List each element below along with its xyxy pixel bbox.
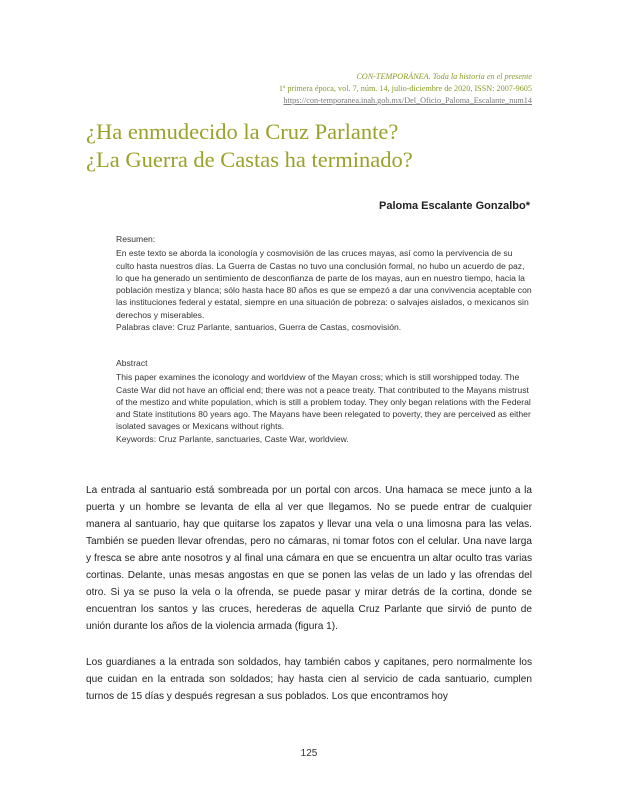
article-title	[86, 118, 546, 174]
body-paragraph-1: La entrada al santuario está sombreada por un portal con arcos. Una hamaca se mece junto a la puerta y un hombre se levanta de ella al ver que llegamos. No se puede entrar de cualquier manera al santuario, hay que quitarse los zapatos y llevar una vela o una limosna para las velas. También se pueden llevar ofrendas, pero no cámaras, ni tomar fotos con el celular. Una nave larga y fresca se abre ante nosotros y al final una cámara en que se encuentra un altar oculto tras varias cortinas. Delante, unas mesas angostas en que se ponen las velas de un lado y las ofrendas del otro. Si ya se puso la vela o la ofrenda, se puede pasar y mirar detrás de la cortina, donde se encuentran los santos y las cruces, herederas de aquella Cruz Parlante que sirvió de punto de unión durante los años de la violencia armada (figura 1).	[86, 485, 532, 632]
page-number: 125	[300, 748, 318, 759]
journal-issue: 1ª primera época, vol. 7, núm. 14, julio-diciembre de 2020, ISSN: 2007-9605	[278, 84, 532, 93]
abstract-section	[116, 357, 532, 445]
journal-header	[279, 71, 532, 107]
article-url-link[interactable]: https://con-temporanea.inah.gob.mx/Del_Oficio_Paloma_Escalante_num14	[283, 96, 532, 105]
resumen-heading: Resumen:	[116, 234, 156, 244]
resumen-section	[116, 233, 532, 333]
abstract-text: This paper examines the iconology and worldview of the Mayan cross; which is still worshipped today. The Caste War did not have an official end; there was not a peace treaty. That contributed to the Mayans mistrust of the mestizo and white population, which is still a problem today. They only began relations with the Federal and State institutions 80 years ago. The Mayans have been relegated to poverty, they are perceived as either isolated savages or Mexicans without rights.	[116, 372, 531, 432]
resumen-keywords: Palabras clave: Cruz Parlante, santuarios, Guerra de Castas, cosmovisión.	[116, 322, 402, 333]
title-line-2: ¿La Guerra de Castas ha terminado?	[86, 147, 413, 172]
title-line-1: ¿Ha enmudecido la Cruz Parlante?	[86, 119, 399, 144]
author-name: Paloma Escalante Gonzalbo*	[379, 200, 530, 212]
abstract-keywords: Keywords: Cruz Parlante, sanctuaries, Caste War, worldview.	[116, 433, 349, 444]
resumen-text: En este texto se aborda la iconología y cosmovisión de las cruces mayas, así como la pervivencia de su culto hasta nuestros días. La Guerra de Castas no tuvo una conclusión formal, no hubo un acuerdo de paz, lo que ha generado un sentimiento de desconfianza de parte de los mayas, aun en nuestro tiempo, hacia la población mestiza y blanca; sólo hasta hace 80 años es que se empezó a dar una convivencia aceptable con las instituciones federal y estatal, siempre en una situación de pobreza: o salvajes aislados, o mexicanos sin derechos y miserables.	[116, 248, 532, 320]
abstract-heading: Abstract	[116, 358, 148, 368]
journal-name: CON-TEMPORÁNEA. Toda la historia en el presente	[356, 72, 532, 81]
body-paragraph-2: Los guardianes a la entrada son soldados, hay también cabos y capitanes, pero normalmente los que cuidan en la entrada son soldados; hay hasta cien al servicio de cada santuario, cumplen turnos de 15 días y después regresan a sus poblados. Los que encontramos hoy	[86, 657, 532, 702]
